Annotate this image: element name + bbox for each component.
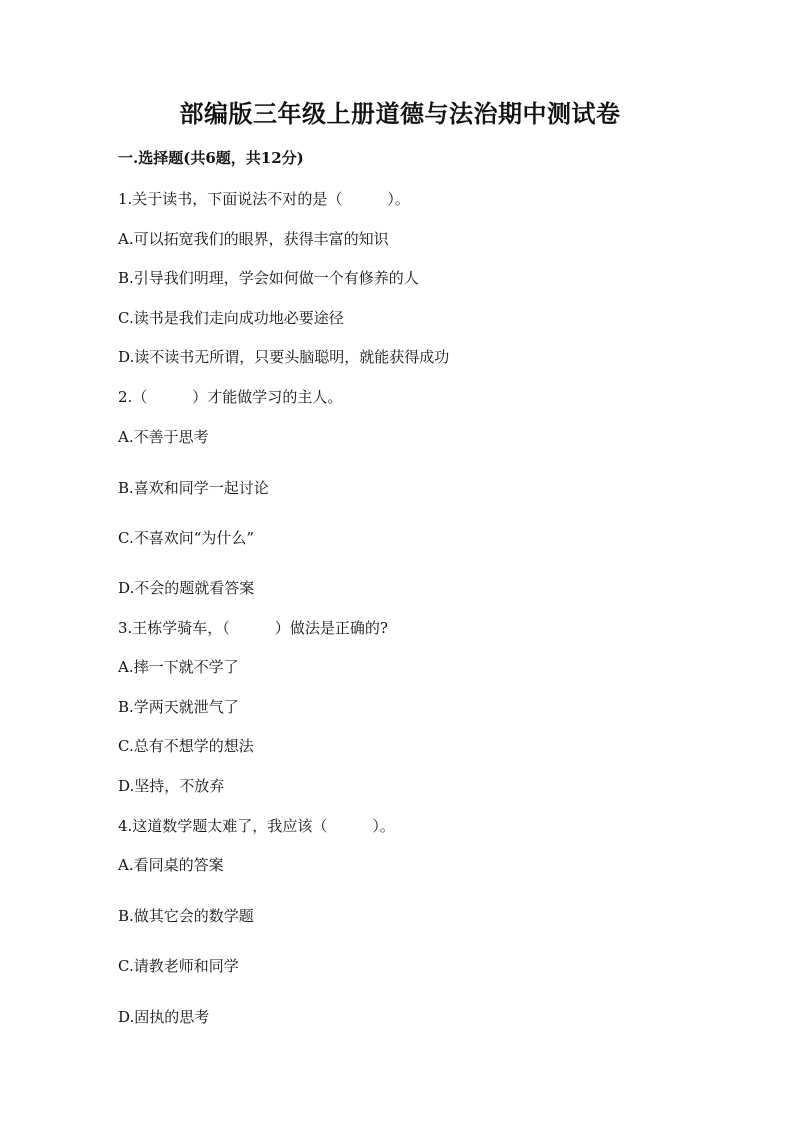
question-4-option-c: C.请教老师和同学 [118,957,239,975]
question-1-option-c: C.读书是我们走向成功地必要途径 [118,309,344,327]
question-1-option-b: B.引导我们明理，学会如何做一个有修养的人 [118,269,419,287]
question-2-option-a: A.不善于思考 [118,428,209,446]
question-3-stem: 3.王栋学骑车，（ ）做法是正确的? [118,619,388,637]
question-2-option-c: C.不喜欢问“为什么” [118,529,255,547]
question-4-option-a: A.看同桌的答案 [118,856,224,874]
question-2-option-d: D.不会的题就看答案 [118,579,255,597]
section-heading: 一.选择题(共6题，共12分) [118,149,304,167]
question-2-option-b: B.喜欢和同学一起讨论 [118,479,269,497]
question-4-option-b: B.做其它会的数学题 [118,907,254,925]
question-1-stem: 1.关于读书，下面说法不对的是（ ）。 [118,190,410,208]
question-1-option-a: A.可以拓宽我们的眼界，获得丰富的知识 [118,230,389,248]
page-title: 部编版三年级上册道德与法治期中测试卷 [179,99,621,128]
question-3-option-b: B.学两天就泄气了 [118,698,239,716]
question-2-stem: 2.（ ）才能做学习的主人。 [118,388,343,406]
question-1-option-d: D.读不读书无所谓，只要头脑聪明，就能获得成功 [118,348,450,366]
question-3-option-d: D.坚持，不放弃 [118,777,225,795]
question-3-option-c: C.总有不想学的想法 [118,737,254,755]
question-4-stem: 4.这道数学题太难了，我应该（ ）。 [118,817,395,835]
question-4-option-d: D.固执的思考 [118,1008,210,1026]
question-3-option-a: A.摔一下就不学了 [118,658,239,676]
